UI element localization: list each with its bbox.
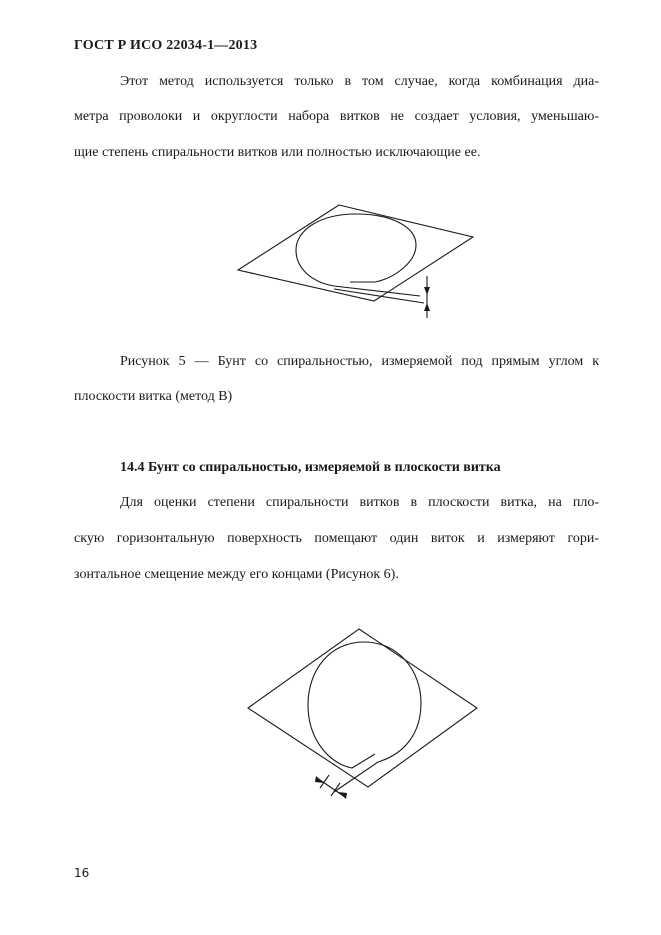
figure-6-plane: [248, 629, 477, 787]
section-heading: 14.4 Бунт со спиральностью, измеряемой в плоскости витка: [120, 460, 501, 475]
figure-6-arrow-left: [315, 776, 324, 783]
paragraph-1-line-2: метра проволоки и округлости набора витков не создает условия, уменьшаю-: [74, 109, 599, 124]
section-paragraph-line-1: Для оценки степени спиральности витков в плоскости витка, на пло-: [120, 495, 599, 510]
section-paragraph-line-2: скую горизонтальную поверхность помещают один виток и измеряют гори-: [74, 531, 599, 546]
figure-6-coil: [308, 642, 421, 792]
page-number: 16: [74, 866, 90, 880]
figure-6-tick-2: [331, 783, 340, 796]
figure-5-caption-line-2: плоскости витка (метод В): [74, 389, 233, 404]
figure-5-caption-line-1: Рисунок 5 — Бунт со спиральностью, измеряемой под прямым углом к: [120, 354, 599, 369]
figure-6-arrow-right: [338, 792, 347, 799]
document-header: ГОСТ Р ИСО 22034-1—2013: [74, 38, 258, 53]
paragraph-1-line-3: щие степень спиральности витков или полностью исключающие ее.: [74, 145, 481, 160]
section-paragraph-line-3: зонтальное смещение между его концами (Рисунок 6).: [74, 567, 399, 582]
paragraph-1-line-1: Этот метод используется только в том случае, когда комбинация диа-: [120, 74, 599, 89]
